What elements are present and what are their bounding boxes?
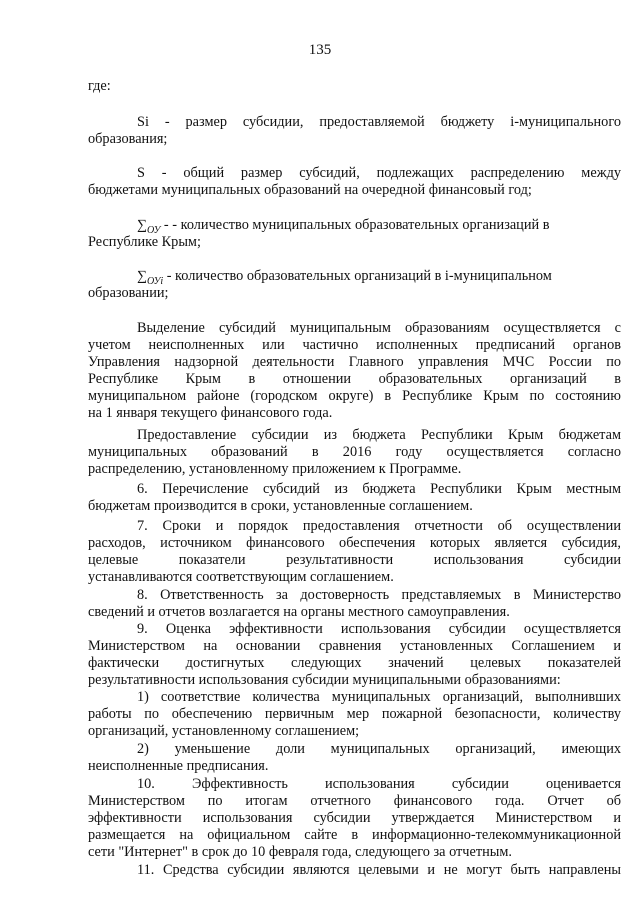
item-7-line-1: 7. Сроки и порядок предоставления отчетности об осуществлении xyxy=(137,518,621,534)
item-10-line-3: эффективности использования субсидии утверждается Министерством и xyxy=(88,810,621,826)
definition-s-line-1: S - общий размер субсидий, подлежащих распределению между xyxy=(137,165,621,181)
item-7-line-4: устанавливаются соответствующим соглашением. xyxy=(88,569,394,585)
subitem-2-line-1: 2) уменьшение доли муниципальных организаций, имеющих xyxy=(137,741,621,757)
subitem-1-line-1: 1) соответствие количества муниципальных организаций, выполнивших xyxy=(137,689,621,705)
paragraph-allocation-line-5: муниципальном районе (городском округе) в Республике Крым по состоянию xyxy=(88,388,621,404)
item-10-line-1: 10. Эффективность использования субсидии оценивается xyxy=(137,776,621,792)
item-9-line-1: 9. Оценка эффективности использования субсидии осуществляется xyxy=(137,621,621,637)
definition-sum-ou-line-2: Республике Крым; xyxy=(88,234,201,250)
sum-symbol: $\sum_{ОУ}$ xyxy=(137,218,161,236)
item-11-line-1: 11. Средства субсидии являются целевыми и не могут быть направлены xyxy=(137,862,621,878)
item-10-line-4: размещается на официальном сайте в информационно-телекоммуникационной xyxy=(88,827,621,843)
paragraph-allocation-line-1: Выделение субсидий муниципальным образованиям осуществляется с xyxy=(137,320,621,336)
item-6-line-1: 6. Перечисление субсидий из бюджета Республики Крым местным xyxy=(137,481,621,497)
definition-sum-oui-line-2: образовании; xyxy=(88,285,169,301)
paragraph-provision-line-1: Предоставление субсидии из бюджета Республики Крым бюджетам xyxy=(137,427,621,443)
item-7-line-3: целевые показатели результативности использования субсидии xyxy=(88,552,621,568)
where-label: где: xyxy=(88,78,111,94)
definition-sum-oui-line-1: $\sum_{ОУi}$ - количество образовательных организаций в i-муниципальном xyxy=(137,268,552,287)
item-9-line-3: фактически достигнутых следующих значений целевых показателей xyxy=(88,655,621,671)
page-number: 135 xyxy=(308,42,332,58)
item-9-line-4: результативности использования субсидии муниципальными образованиями: xyxy=(88,672,561,688)
paragraph-provision-line-3: распределению, установленному приложением к Программе. xyxy=(88,461,462,477)
definition-sum-ou-line-1: $\sum_{ОУ}$ - - количество муниципальных образовательных организаций в xyxy=(137,217,550,236)
paragraph-allocation-line-4: Республике Крым в отношении образовательных организаций в xyxy=(88,371,621,387)
subitem-1-line-3: организаций, установленному соглашением; xyxy=(88,723,360,739)
item-8-line-1: 8. Ответственность за достоверность представляемых в Министерство xyxy=(137,587,621,603)
subitem-1-line-2: работы по обеспечению первичным мер пожарной безопасности, количеству xyxy=(88,706,621,722)
item-7-line-2: расходов, источником финансового обеспечения которых является субсидия, xyxy=(88,535,621,551)
definition-si-line-2: образования; xyxy=(88,131,168,147)
definition-s-line-2: бюджетами муниципальных образований на очередной финансовый год; xyxy=(88,182,532,198)
item-10-line-5: сети "Интернет" в срок до 10 февраля года, следующего за отчетным. xyxy=(88,844,512,860)
paragraph-provision-line-2: муниципальных образований в 2016 году осуществляется согласно xyxy=(88,444,621,460)
item-10-line-2: Министерством по итогам отчетного финансового года. Отчет об xyxy=(88,793,621,809)
item-8-line-2: сведений и отчетов возлагается на органы местного самоуправления. xyxy=(88,604,510,620)
sum-symbol: $\sum_{ОУi}$ xyxy=(137,269,164,287)
definition-si-line-1: Si - размер субсидии, предоставляемой бюджету i-муниципального xyxy=(137,114,621,130)
item-6-line-2: бюджетам производится в сроки, установленные соглашением. xyxy=(88,498,473,514)
subitem-2-line-2: неисполненные предписания. xyxy=(88,758,269,774)
paragraph-allocation-line-6: на 1 января текущего финансового года. xyxy=(88,405,333,421)
item-9-line-2: Министерством на основании сравнения установленных Соглашением и xyxy=(88,638,621,654)
paragraph-allocation-line-3: Управления надзорной деятельности Главного управления МЧС России по xyxy=(88,354,621,370)
paragraph-allocation-line-2: учетом неисполненных или частично исполненных предписаний органов xyxy=(88,337,621,353)
